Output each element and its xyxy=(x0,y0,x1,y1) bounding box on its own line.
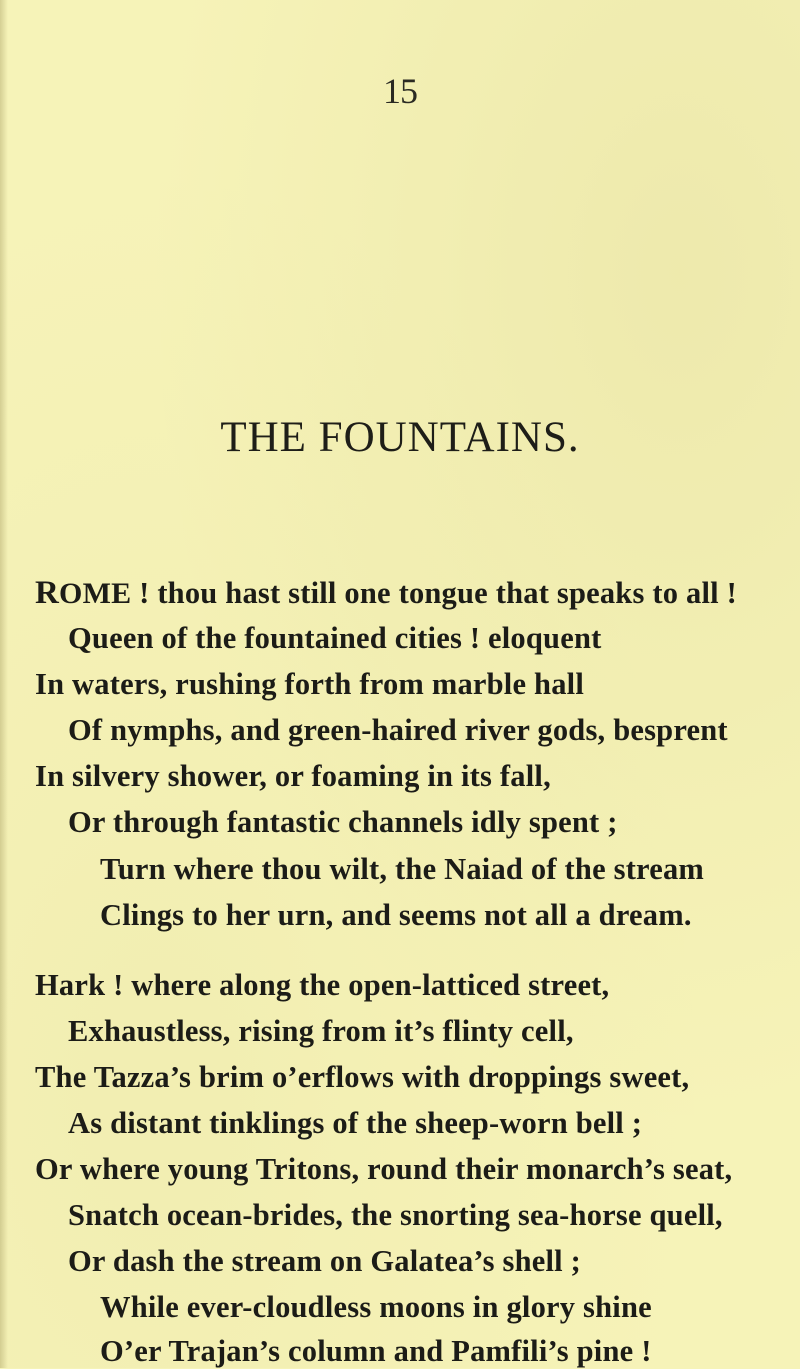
small-caps-word: OME xyxy=(59,577,132,610)
poem-line: Of nymphs, and green-haired river gods, besprent xyxy=(68,713,728,747)
poem-line: Exhaustless, rising from it’s flinty cell, xyxy=(68,1014,574,1048)
poem-line: Or where young Tritons, round their monarch’s seat, xyxy=(35,1152,733,1186)
poem-line: Or dash the stream on Galatea’s shell ; xyxy=(68,1244,582,1278)
poem-line: The Tazza’s brim o’erflows with droppings sweet, xyxy=(35,1060,690,1094)
poem-line: In silvery shower, or foaming in its fall, xyxy=(35,759,551,793)
poem-line: While ever-cloudless moons in glory shine xyxy=(100,1290,652,1324)
poem-line: Or through fantastic channels idly spent ; xyxy=(68,805,618,839)
page-edge-shadow xyxy=(0,0,8,1368)
poem-line: Queen of the fountained cities ! eloquent xyxy=(68,621,602,655)
poem-line: Snatch ocean-brides, the snorting sea-horse quell, xyxy=(68,1198,723,1232)
poem-line: In waters, rushing forth from marble hall xyxy=(35,667,584,701)
poem-title: THE FOUNTAINS. xyxy=(220,414,580,461)
line-text: ! thou hast still one tongue that speaks to all ! xyxy=(131,576,737,610)
page-number: 15 xyxy=(383,71,417,111)
poem-line: Clings to her urn, and seems not all a dream. xyxy=(100,898,692,932)
poem-line: Hark ! where along the open-latticed street, xyxy=(35,968,610,1002)
poem-line: O’er Trajan’s column and Pamfili’s pine ! xyxy=(100,1334,652,1368)
poem-line: As distant tinklings of the sheep-worn bell ; xyxy=(68,1106,643,1140)
drop-cap: R xyxy=(35,575,60,611)
poem-line xyxy=(35,575,737,612)
poem-line: Turn where thou wilt, the Naiad of the stream xyxy=(100,852,705,886)
